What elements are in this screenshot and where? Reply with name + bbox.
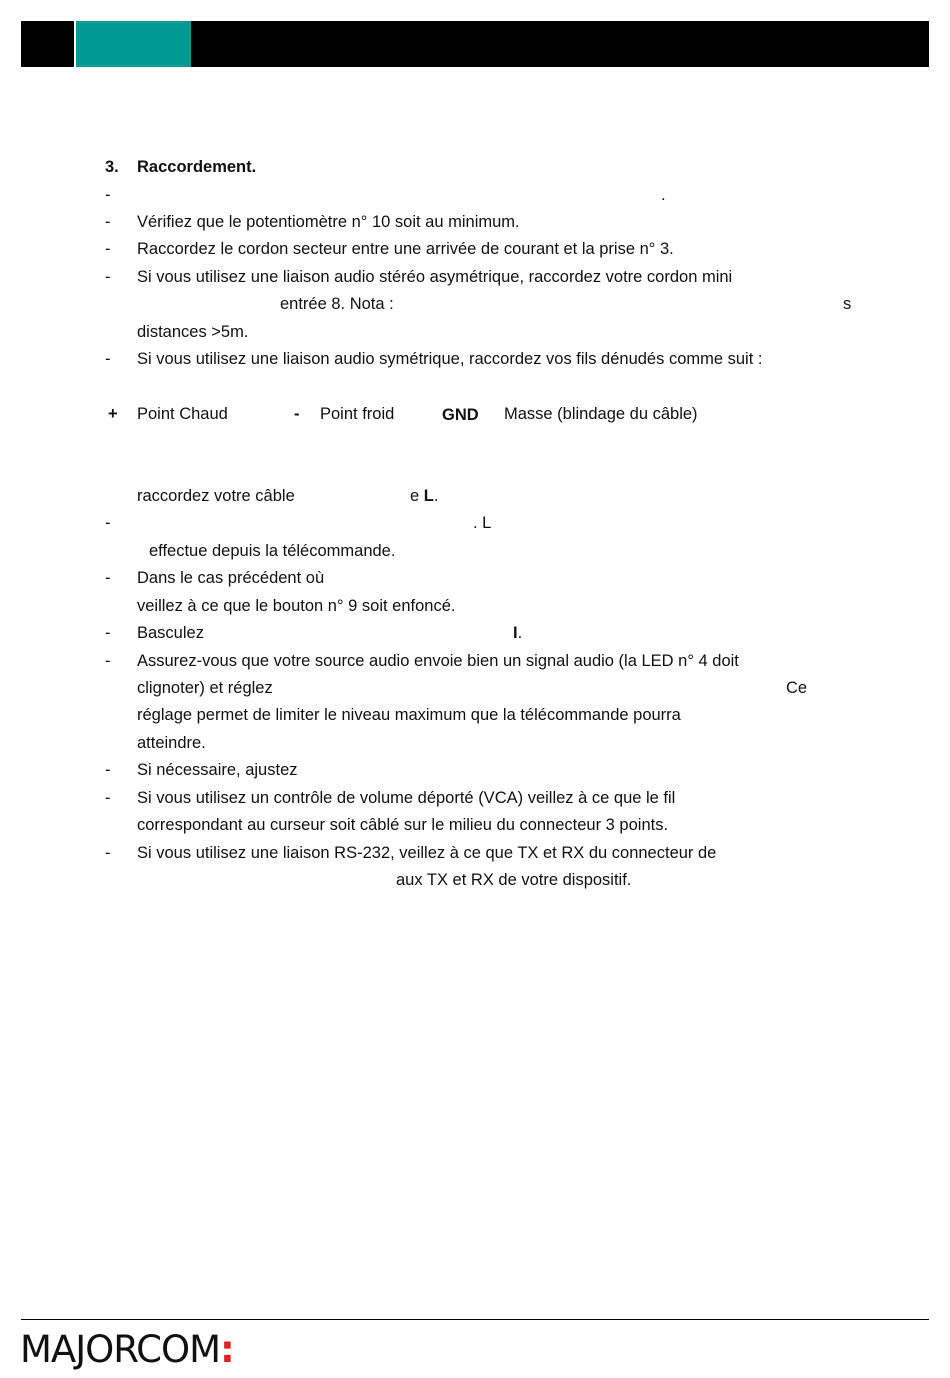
bullet: - xyxy=(105,569,111,587)
paragraph-text: effectue depuis la télécommande. xyxy=(149,542,396,560)
paragraph-text: clignoter) et réglez xyxy=(137,679,273,697)
paragraph-text: s xyxy=(843,295,852,313)
cold-symbol: - xyxy=(294,405,300,423)
paragraph-text: Assurez-vous que votre source audio envoie bien un signal audio (la LED n° 4 doit xyxy=(137,652,739,670)
paragraph-text: raccordez votre câble xyxy=(137,487,295,505)
bullet: - xyxy=(105,186,111,204)
paragraph-text: veillez à ce que le bouton n° 9 soit enfoncé. xyxy=(137,597,456,615)
paragraph-text: aux TX et RX de votre dispositif. xyxy=(396,871,632,889)
paragraph-text: correspondant au curseur soit câblé sur le milieu du connecteur 3 points. xyxy=(137,816,669,834)
paragraph-text: Si nécessaire, ajustez xyxy=(137,761,298,779)
bullet: - xyxy=(105,652,111,670)
bullet: - xyxy=(105,213,111,231)
bullet: - xyxy=(105,514,111,532)
section-number: 3. xyxy=(105,158,119,176)
header-bar xyxy=(21,21,929,67)
paragraph-text: Si vous utilisez une liaison audio stéréo asymétrique, raccordez votre cordon mini xyxy=(137,268,733,286)
paragraph-text: I. xyxy=(513,624,523,642)
paragraph-text: Dans le cas précédent où xyxy=(137,569,325,587)
paragraph-text: Basculez xyxy=(137,624,204,642)
bullet: - xyxy=(105,789,111,807)
gnd-symbol: GND xyxy=(442,406,479,424)
paragraph-text: entrée 8. Nota : xyxy=(280,295,394,313)
paragraph-text: réglage permet de limiter le niveau maximum que la télécommande pourra xyxy=(137,706,681,724)
paragraph-text: Si vous utilisez une liaison audio symétrique, raccordez vos fils dénudés comme suit : xyxy=(137,350,763,368)
paragraph-text: distances >5m. xyxy=(137,323,249,341)
paragraph-text: Si vous utilisez un contrôle de volume déporté (VCA) veillez à ce que le fil xyxy=(137,789,676,807)
bullet: - xyxy=(105,350,111,368)
bullet: - xyxy=(105,268,111,286)
paragraph-text: Ce xyxy=(786,679,808,697)
gnd-label: Masse (blindage du câble) xyxy=(504,405,698,423)
bullet: - xyxy=(105,844,111,862)
paragraph-text: Vérifiez que le potentiomètre n° 10 soit au minimum. xyxy=(137,213,520,231)
cold-label: Point froid xyxy=(320,405,395,423)
paragraph-text: atteindre. xyxy=(137,734,206,752)
footer-divider xyxy=(21,1319,929,1320)
bullet: - xyxy=(105,761,111,779)
paragraph-text: . xyxy=(661,186,666,204)
hot-symbol: + xyxy=(108,405,118,423)
bullet: - xyxy=(105,624,111,642)
paragraph-text: Si vous utilisez une liaison RS-232, veillez à ce que TX et RX du connecteur de xyxy=(137,844,717,862)
majorcom-logo: MAJORCOM: xyxy=(20,1328,235,1371)
section-title: Raccordement. xyxy=(137,158,257,176)
header-accent-block xyxy=(76,21,191,67)
paragraph-text: . L xyxy=(473,514,492,532)
hot-label: Point Chaud xyxy=(137,405,228,423)
bullet: - xyxy=(105,240,111,258)
paragraph-text: Raccordez le cordon secteur entre une arrivée de courant et la prise n° 3. xyxy=(137,240,674,258)
paragraph-text: e L. xyxy=(410,487,439,505)
